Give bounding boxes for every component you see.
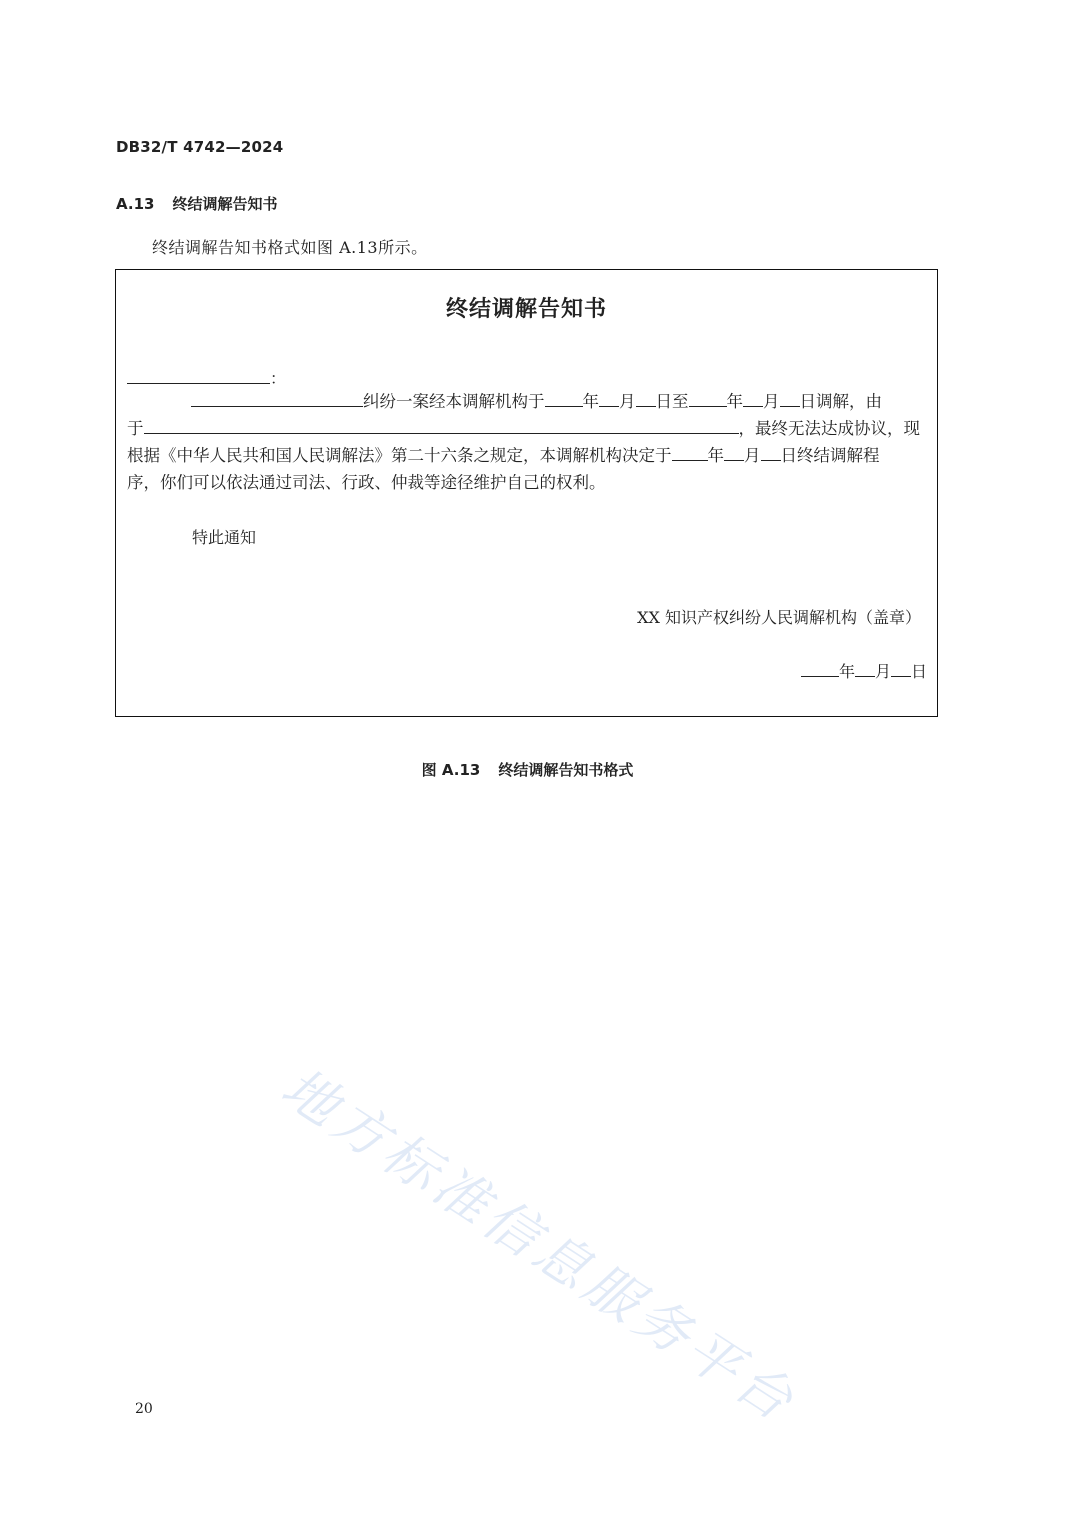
addressee-blank bbox=[127, 368, 270, 384]
closing-text: 特此通知 bbox=[192, 528, 257, 547]
month-blank bbox=[599, 391, 619, 407]
body-text-segment: ，最终无法达成协议，现 bbox=[738, 419, 920, 438]
month-label: 月 bbox=[744, 446, 761, 465]
body-text-segment: 日终结调解程 bbox=[780, 446, 880, 465]
addressee-line bbox=[127, 366, 286, 389]
body-line-1 bbox=[127, 388, 927, 415]
year-label: 年 bbox=[726, 392, 743, 411]
month-blank bbox=[724, 445, 744, 461]
month-label: 月 bbox=[874, 662, 891, 681]
month-blank bbox=[743, 391, 763, 407]
day-blank bbox=[780, 391, 800, 407]
month-label: 月 bbox=[619, 392, 636, 411]
body-line-2 bbox=[127, 415, 927, 442]
section-title: 终结调解告知书 bbox=[172, 195, 278, 213]
reason-blank bbox=[144, 418, 739, 434]
addressee-colon: ： bbox=[270, 369, 287, 388]
form-title: 终结调解告知书 bbox=[445, 297, 607, 322]
day-blank bbox=[761, 445, 781, 461]
signer-organization: XX 知识产权纠纷人民调解机构（盖章） bbox=[637, 608, 921, 627]
year-blank bbox=[672, 445, 708, 461]
year-blank bbox=[689, 391, 727, 407]
section-number: A.13 bbox=[116, 195, 155, 213]
figure-title: 终结调解告知书格式 bbox=[498, 761, 634, 779]
page-number: 20 bbox=[135, 1401, 153, 1417]
standard-code: DB32/T 4742—2024 bbox=[116, 138, 284, 156]
body-text-segment: 纠纷一案经本调解机构于 bbox=[363, 392, 545, 411]
year-blank bbox=[545, 391, 583, 407]
form-frame bbox=[115, 269, 938, 717]
year-label: 年 bbox=[707, 446, 724, 465]
intro-paragraph: 终结调解告知书格式如图 A.13所示。 bbox=[152, 238, 428, 257]
notice-body bbox=[127, 388, 927, 496]
year-label: 年 bbox=[582, 392, 599, 411]
day-label: 日 bbox=[910, 662, 927, 681]
year-blank bbox=[801, 661, 839, 677]
body-line-3 bbox=[127, 442, 927, 469]
day-blank bbox=[636, 391, 656, 407]
figure-caption bbox=[0, 759, 1055, 780]
party-blank bbox=[191, 391, 363, 407]
figure-number: 图 A.13 bbox=[421, 761, 481, 779]
year-label: 年 bbox=[838, 662, 855, 681]
body-text-segment: 根据《中华人民共和国人民调解法》第二十六条之规定，本调解机构决定于 bbox=[127, 446, 672, 465]
signature-date bbox=[801, 659, 927, 682]
body-line-4 bbox=[127, 469, 927, 496]
section-heading bbox=[116, 193, 277, 214]
body-text-segment: 序，你们可以依法通过司法、行政、仲裁等途径维护自己的权利。 bbox=[127, 473, 606, 492]
day-blank bbox=[891, 661, 911, 677]
watermark: 地方标准信息服务平台 bbox=[270, 1055, 809, 1436]
month-label: 月 bbox=[763, 392, 780, 411]
day-to-label: 日至 bbox=[655, 392, 689, 411]
month-blank bbox=[855, 661, 875, 677]
body-text-segment: 于 bbox=[127, 419, 144, 438]
body-text-segment: 日调解，由 bbox=[799, 392, 882, 411]
